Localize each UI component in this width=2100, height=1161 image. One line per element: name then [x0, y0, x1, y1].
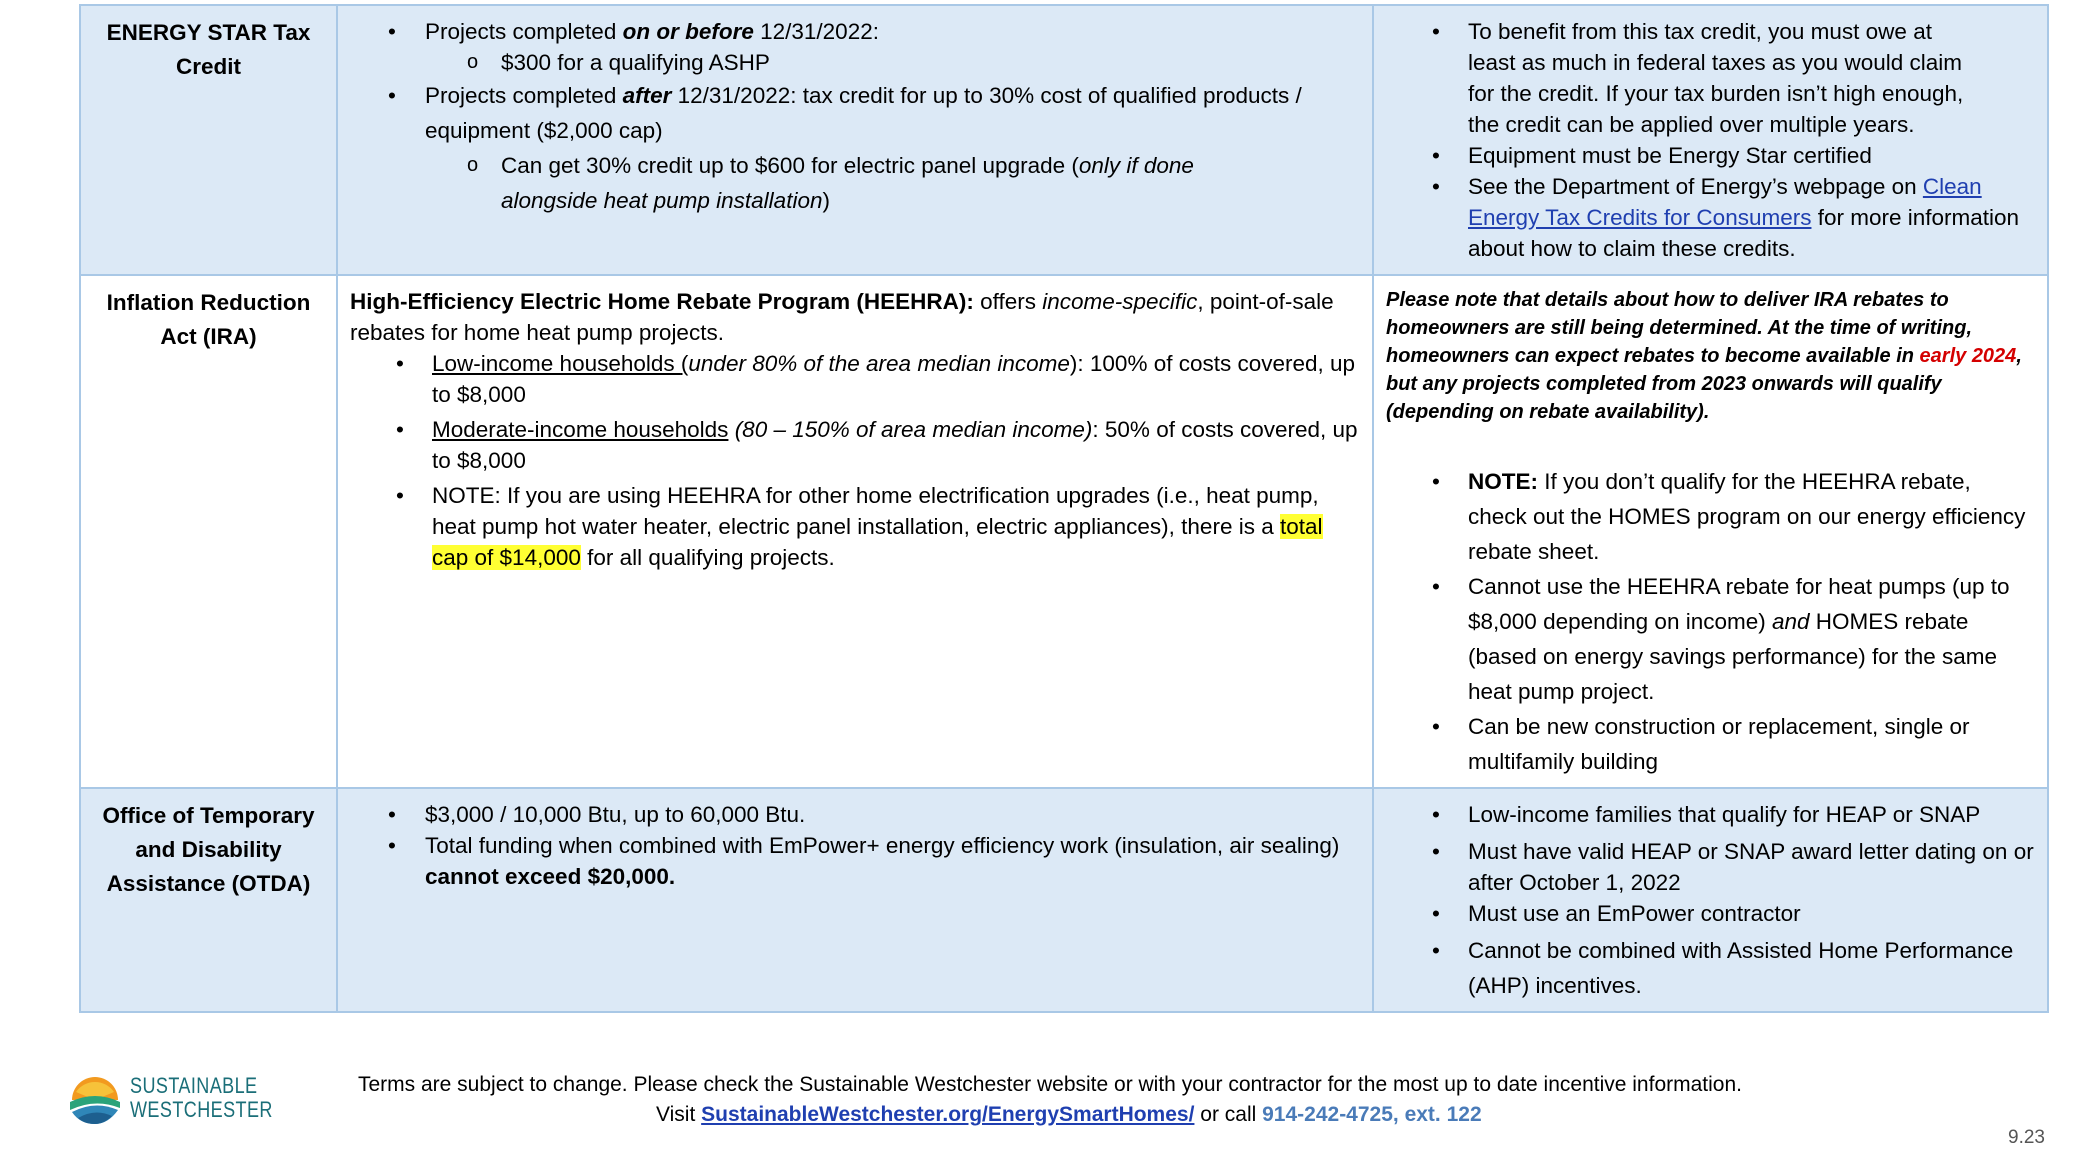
list-item: [1386, 569, 2035, 709]
item-text: Can get 30% credit up to $600 for electric panel upgrade (: [501, 153, 1079, 178]
item-text: Total funding when combined with EmPower+ energy efficiency work (insulation, air sealing): [425, 833, 1340, 858]
list-item: [350, 830, 1360, 892]
item-emphasis: (80 – 150% of area median income): [728, 417, 1093, 442]
heehra-intro: [350, 286, 1360, 348]
item-emphasis: on or before: [622, 19, 754, 44]
item-text: If you don’t qualify for the HEEHRA rebate, check out the HOMES program on our energy efficiency rebate sheet.: [1468, 469, 2026, 564]
details-cell: [337, 788, 1373, 1012]
item-text: HOMES rebate (based on energy savings performance) for the same heat pump project.: [1468, 609, 1998, 704]
notes-cell: [1373, 275, 2048, 788]
item-text: See the Department of Energy’s webpage on: [1468, 174, 1923, 199]
item-underline: Low-income households: [432, 351, 681, 376]
item-text: Can be new construction or replacement, single or multifamily building: [1468, 714, 1970, 774]
logo-line-2: WESTCHESTER: [130, 1097, 273, 1122]
item-text: ): [822, 188, 830, 213]
item-text: for more information about how to claim these credits.: [1468, 205, 2020, 261]
intro-bold: High-Efficiency Electric Home Rebate Program (HEEHRA):: [350, 289, 974, 314]
incentives-table: [79, 4, 2049, 1013]
details-list: [350, 348, 1360, 573]
list-item: [350, 78, 1360, 148]
table-row-otda: [80, 788, 2048, 1012]
notes-list: [1386, 464, 2035, 779]
list-item: [1386, 464, 2035, 569]
footer-text: Visit: [656, 1103, 702, 1126]
program-name-cell: [80, 275, 337, 788]
list-item: [1386, 709, 2035, 779]
intro-emphasis: income-specific: [1042, 289, 1198, 314]
details-list: [350, 799, 1360, 892]
note-text: Please note that details about how to deliver IRA rebates to homeowners are still being determined. At the time of writing, homeowners can expect rebates to become available in: [1386, 289, 1973, 367]
list-item: [350, 348, 1360, 410]
list-item: [350, 16, 1360, 47]
list-item: [1386, 171, 2035, 264]
list-item: [350, 148, 1360, 218]
details-sublist: [350, 148, 1360, 218]
list-item: [1386, 898, 2035, 929]
details-cell: [337, 5, 1373, 275]
highlighted-cap: total cap of $14,000: [432, 514, 1323, 570]
clean-energy-tax-credits-link[interactable]: Clean Energy Tax Credits for Consumers: [1468, 174, 1982, 230]
notes-cell: [1373, 788, 2048, 1012]
phone-number[interactable]: 914-242-4725, ext. 122: [1262, 1103, 1482, 1126]
list-item: [350, 414, 1360, 476]
table-row-ira: [80, 275, 2048, 788]
sustainable-westchester-logo: [68, 1072, 273, 1127]
list-item: [1386, 933, 2035, 1003]
notes-list: [1386, 16, 2035, 264]
list-item: [1386, 140, 2035, 171]
note-text: , but any projects completed from 2023 onwards will qualify (depending on rebate availability).: [1386, 345, 2022, 423]
page-number: 9.23: [2008, 1127, 2045, 1148]
item-text: : 50% of costs covered, up to $8,000: [432, 417, 1358, 473]
item-text: for all qualifying projects.: [580, 545, 835, 570]
item-text: 12/31/2022:: [753, 19, 879, 44]
item-emphasis: after: [622, 83, 672, 108]
notes-cell: [1373, 5, 2048, 275]
item-text: Low-income families that qualify for HEAP or SNAP: [1468, 802, 1981, 827]
footer-text: or call: [1194, 1103, 1263, 1126]
item-text: Cannot use the HEEHRA rebate for heat pumps (up to $8,000 depending on income): [1468, 574, 2010, 634]
list-item: [350, 480, 1360, 573]
item-underline: Moderate-income households: [432, 417, 729, 442]
item-emphasis: only if done alongside heat pump installation: [501, 153, 1194, 213]
item-text: Projects completed: [425, 19, 623, 44]
item-bold: cannot exceed $20,000.: [425, 864, 676, 889]
program-name: Inflation Reduction Act (IRA): [106, 290, 311, 349]
footer-contact: [656, 1100, 1482, 1130]
item-text: Projects completed: [425, 83, 623, 108]
item-text: Must use an EmPower contractor: [1468, 901, 1801, 926]
logo-wordmark: [130, 1074, 273, 1122]
details-list: [350, 16, 1360, 47]
details-list: [350, 78, 1360, 148]
item-text: Equipment must be Energy Star certified: [1468, 143, 1872, 168]
list-item: [350, 799, 1360, 830]
intro-text: offers: [973, 289, 1043, 314]
details-sublist: [350, 47, 1360, 78]
program-name: ENERGY STAR Tax Credit: [106, 20, 311, 79]
item-text: ): 100% of costs covered, up to $8,000: [432, 351, 1356, 407]
program-name-cell: [80, 5, 337, 275]
item-emphasis: under 80% of the area median income: [688, 351, 1070, 376]
item-text: $300 for a qualifying ASHP: [501, 50, 770, 75]
item-text: Must have valid HEAP or SNAP award letter dating on or after October 1, 2022: [1468, 839, 2034, 895]
energy-smart-homes-link[interactable]: SustainableWestchester.org/EnergySmartHomes/: [701, 1103, 1195, 1126]
item-text: To benefit from this tax credit, you must owe at least as much in federal taxes as you would claim for the credit. If your tax burden isn’t high enough, the credit can be applied over multiple years.: [1468, 19, 1964, 137]
list-item: [1386, 16, 2035, 140]
item-text: 12/31/2022: tax credit for up to 30% cost of qualified products / equipment ($2,000 cap): [425, 83, 1302, 143]
intro-text: , point-of-sale rebates for home heat pump projects.: [350, 289, 1334, 345]
list-item: [1386, 836, 2035, 898]
notes-list: [1386, 799, 2035, 1003]
program-name-cell: [80, 788, 337, 1012]
note-red-text: early 2024: [1919, 345, 2017, 367]
list-item: [1386, 799, 2035, 830]
item-bold: NOTE:: [1468, 469, 1538, 494]
logo-line-1: SUSTAINABLE: [130, 1073, 258, 1098]
item-text: Cannot be combined with Assisted Home Performance (AHP) incentives.: [1468, 938, 2014, 998]
logo-icon: [68, 1072, 122, 1126]
table-row-energy-star: [80, 5, 2048, 275]
item-text: NOTE: If you are using HEEHRA for other home electrification upgrades (i.e., heat pump, heat pump hot water heater, electric panel installation, electric appliances), there is a: [432, 483, 1319, 539]
item-text: $3,000 / 10,000 Btu, up to 60,000 Btu.: [425, 802, 806, 827]
item-emphasis: and: [1771, 609, 1810, 634]
ira-disclaimer: [1386, 286, 2035, 426]
footer-disclaimer: Terms are subject to change. Please check the Sustainable Westchester website or with your contractor for the most up to date incentive information.: [358, 1073, 1742, 1096]
list-item: [350, 47, 1360, 78]
details-cell: [337, 275, 1373, 788]
program-name: Office of Temporary and Disability Assistance (OTDA): [102, 803, 315, 896]
item-underline: (: [680, 351, 689, 376]
